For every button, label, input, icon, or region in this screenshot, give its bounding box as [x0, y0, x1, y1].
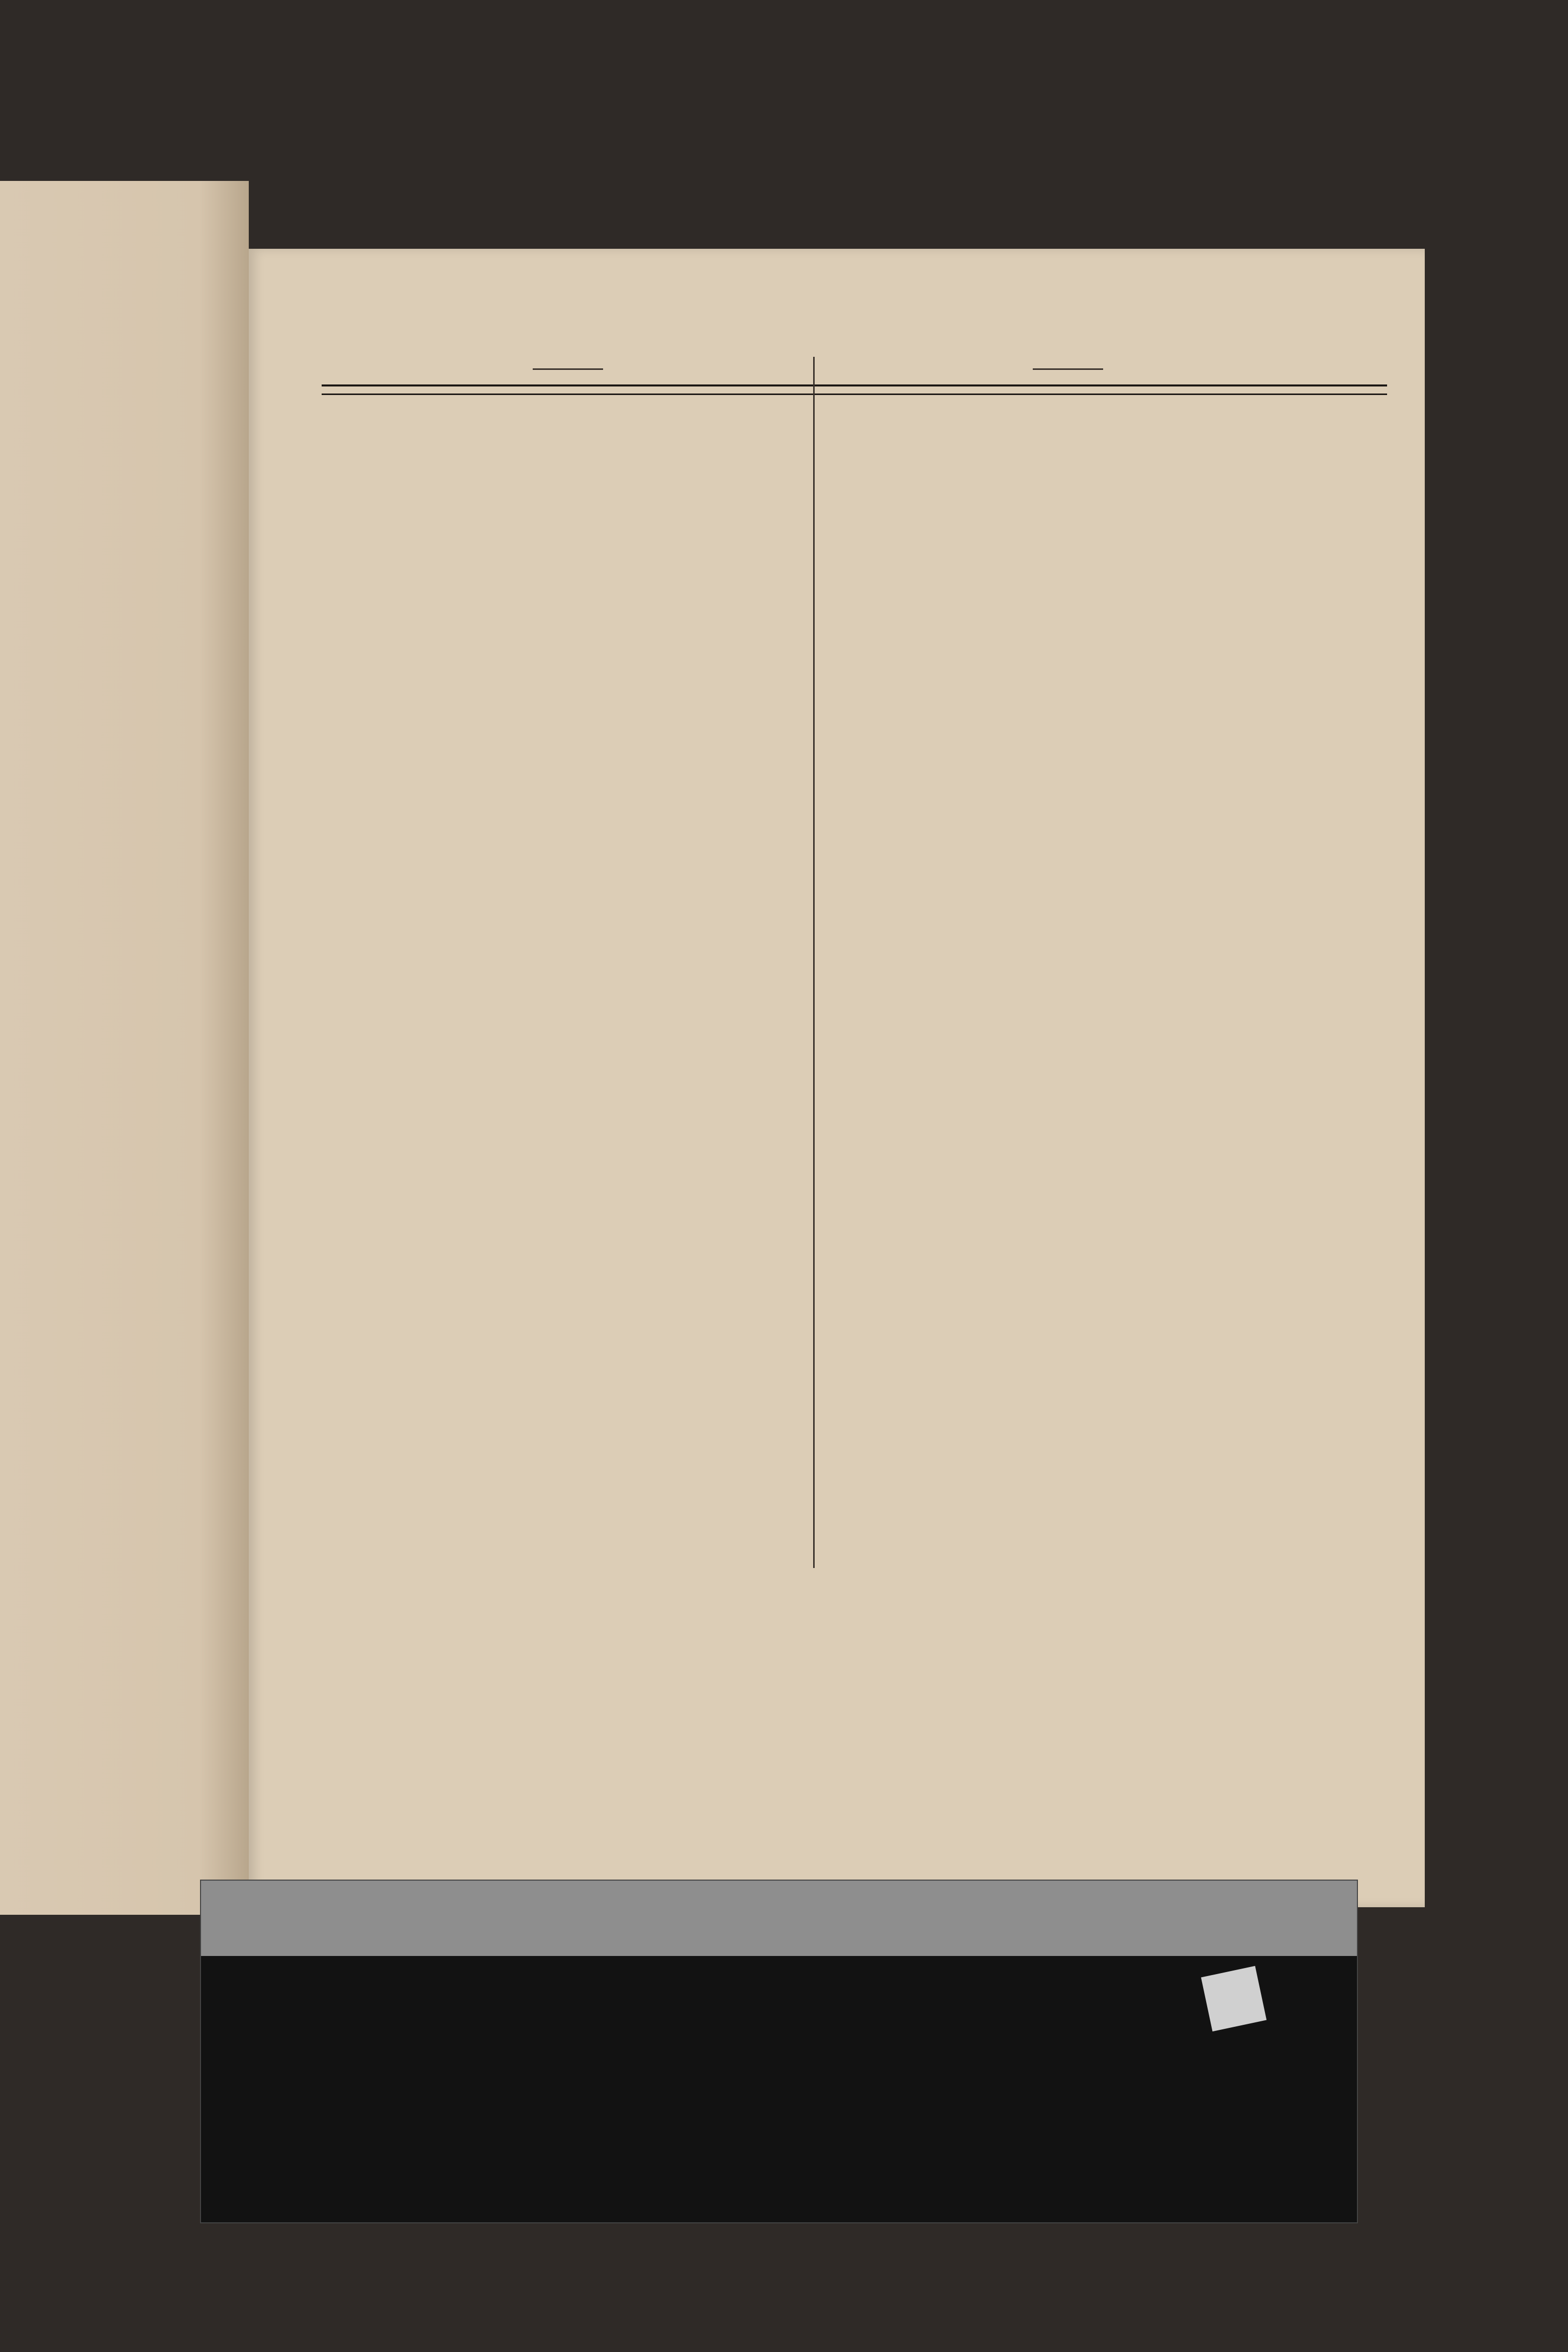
header-rule [322, 384, 1387, 395]
section-divider [1033, 368, 1103, 370]
swatch-row-light [201, 2034, 1357, 2129]
colour-chart [200, 1880, 1358, 2223]
right-column [822, 359, 1314, 379]
page-header [322, 304, 1387, 349]
left-page-fragment [0, 181, 249, 1915]
main-page [249, 249, 1425, 1907]
column-divider [813, 357, 815, 1568]
swatch-row-saturated [201, 2129, 1357, 2225]
section-divider [533, 368, 603, 370]
left-column [322, 359, 814, 379]
measuring-ruler [201, 1881, 1357, 1956]
